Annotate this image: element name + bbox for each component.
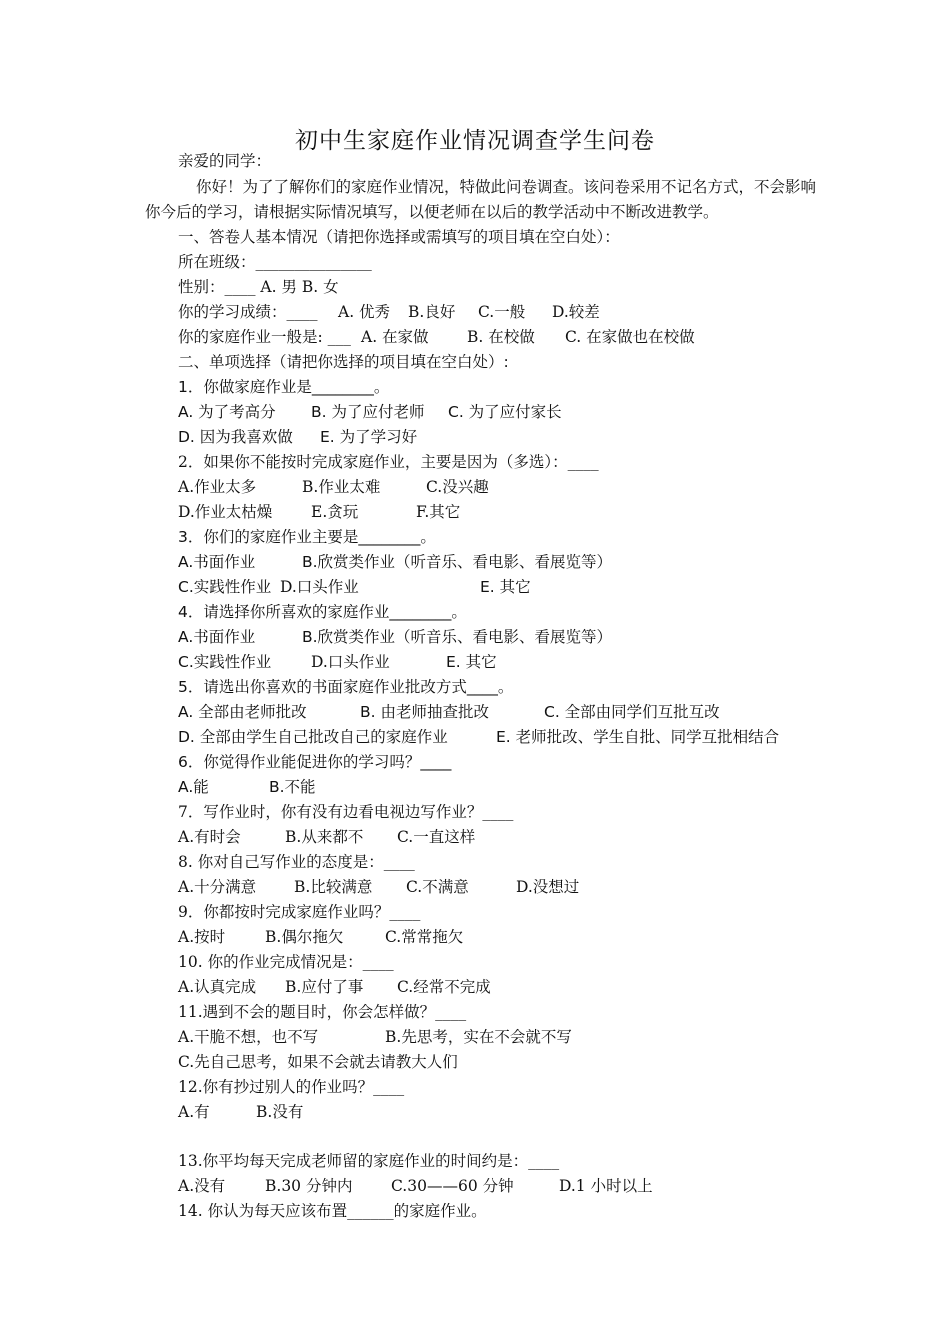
section2-heading-prefix: 二、单项选择（请 (178, 353, 303, 371)
homework-place-question: 你的家庭作业一般是: ___ (178, 328, 351, 346)
question-9: 9．你都按时完成家庭作业吗？____ (178, 903, 421, 921)
question-4-options-row-2 (178, 651, 878, 673)
answer-option[interactable]: F.其它 (416, 503, 461, 521)
answer-option[interactable]: E.贪玩 (311, 503, 359, 521)
answer-option[interactable]: B.偶尔拖欠 (265, 928, 344, 946)
question-2-options-row-2 (178, 501, 878, 523)
question-9-options (178, 926, 878, 948)
answer-option[interactable]: A.认真完成 (178, 978, 257, 996)
question-11-options-row-1 (178, 1026, 878, 1048)
answer-option[interactable]: A.作业太多 (178, 478, 257, 496)
question-12-options (178, 1101, 878, 1123)
grade-option[interactable]: B.良好 (408, 303, 456, 321)
question-14: 14. 你认为每天应该布置______的家庭作业。 (178, 1202, 487, 1220)
answer-option[interactable]: C.没兴趣 (426, 478, 489, 496)
question-12: 12.你有抄过别人的作业吗？____ (178, 1078, 405, 1096)
answer-option[interactable]: A.能 (178, 778, 209, 796)
answer-option[interactable]: A.有时会 (178, 828, 241, 846)
answer-option[interactable]: A.十分满意 (178, 878, 257, 896)
grade-question: 你的学习成绩：____ (178, 303, 318, 321)
answer-option[interactable]: E. 老师批改、学生自批、同学互批相结合 (496, 728, 780, 746)
answer-option[interactable]: D.口头作业 (311, 653, 390, 671)
question-7-options (178, 826, 878, 848)
question-3: 3．你们的家庭作业主要是________。 (178, 528, 436, 546)
question-1-options-row-1 (178, 401, 878, 423)
question-6-options (178, 776, 878, 798)
question-3-options-row-2 (178, 576, 878, 598)
answer-option[interactable]: B.先思考，实在不会就不写 (385, 1028, 572, 1046)
answer-option[interactable]: B. 为了应付老师 (311, 403, 425, 421)
answer-option[interactable]: C.30——60 分钟 (391, 1177, 514, 1195)
answer-option[interactable]: A. 为了考高分 (178, 403, 276, 421)
answer-option[interactable]: C.实践性作业 (178, 653, 272, 671)
answer-option[interactable]: A.书面作业 (178, 628, 256, 646)
class-blank[interactable]: _______________ (255, 253, 372, 271)
question-5: 5．请选出你喜欢的书面家庭作业批改方式____。 (178, 678, 514, 696)
class-field (178, 251, 372, 273)
answer-option[interactable]: B.从来都不 (285, 828, 364, 846)
answer-option[interactable]: E. 其它 (446, 653, 497, 671)
question-2-options-row-1 (178, 476, 878, 498)
section2-heading-suffix: 把你选择的项目填在空白处）: (302, 353, 509, 371)
question-1-options-row-2 (178, 426, 878, 448)
answer-option[interactable]: A.干脆不想，也不写 (178, 1028, 319, 1046)
question-10: 10. 你的作业完成情况是：____ (178, 953, 394, 971)
question-3-options-row-1 (178, 551, 878, 573)
question-5-options-row-2 (178, 726, 878, 748)
answer-option[interactable]: B.欣赏类作业（听音乐、看电影、看展览等） (302, 628, 613, 646)
grade-option[interactable]: D.较差 (552, 303, 600, 321)
gender-field: 性别：____ A. 男 B. 女 (178, 278, 339, 296)
question-4: 4．请选择你所喜欢的家庭作业________。 (178, 603, 467, 621)
answer-option[interactable]: D. 全部由学生自己批改自己的家庭作业 (178, 728, 448, 746)
answer-option[interactable]: C. 全部由同学们互批互改 (544, 703, 720, 721)
question-1: 1．你做家庭作业是________。 (178, 378, 390, 396)
answer-option[interactable]: B. 由老师抽查批改 (360, 703, 489, 721)
question-8: 8. 你对自己写作业的态度是：____ (178, 853, 415, 871)
question-11: 11.遇到不会的题目时，你会怎样做？____ (178, 1003, 467, 1021)
section1-heading-prefix: 一、答卷人基本情况（请 (178, 228, 349, 246)
grade-field (178, 301, 878, 323)
intro-line-2: 你今后的学习，请根据实际情况填写，以便老师在以后的教学活动中不断改进教学。 (145, 203, 719, 221)
section1-heading (178, 226, 620, 248)
answer-option[interactable]: A.书面作业 (178, 553, 256, 571)
class-label: 所在班级： (178, 253, 256, 271)
question-5-options-row-1 (178, 701, 878, 723)
answer-option[interactable]: A.没有 (178, 1177, 226, 1195)
answer-option[interactable]: E. 其它 (480, 578, 531, 596)
answer-option[interactable]: C.实践性作业 (178, 578, 272, 596)
answer-option[interactable]: B.30 分钟内 (265, 1177, 353, 1195)
answer-option[interactable]: A.有 (178, 1103, 210, 1121)
answer-option[interactable]: E. 为了学习好 (320, 428, 418, 446)
answer-option[interactable]: C.不满意 (406, 878, 469, 896)
homework-place-option[interactable]: B. 在校做 (467, 328, 535, 346)
answer-option[interactable]: C.经常不完成 (397, 978, 491, 996)
answer-option[interactable]: B.比较满意 (294, 878, 373, 896)
answer-option[interactable]: D.1 小时以上 (559, 1177, 653, 1195)
homework-place-field (178, 326, 878, 348)
answer-option[interactable]: B.作业太难 (302, 478, 381, 496)
page-title: 初中生家庭作业情况调查学生问卷 (295, 128, 655, 154)
answer-option[interactable]: B.应付了事 (285, 978, 364, 996)
question-2: 2．如果你不能按时完成家庭作业，主要是因为（多选）：____ (178, 453, 599, 471)
answer-option[interactable]: D. 因为我喜欢做 (178, 428, 293, 446)
homework-place-option[interactable]: C. 在家做也在校做 (565, 328, 695, 346)
answer-option[interactable]: B.不能 (269, 778, 316, 796)
grade-option[interactable]: C.一般 (478, 303, 526, 321)
answer-option[interactable]: A. 全部由老师批改 (178, 703, 307, 721)
grade-option[interactable]: A. 优秀 (338, 303, 391, 321)
question-10-options (178, 976, 878, 998)
answer-option[interactable]: B.欣赏类作业（听音乐、看电影、看展览等） (302, 553, 613, 571)
question-6: 6．你觉得作业能促进你的学习吗？____ (178, 753, 452, 771)
answer-option[interactable]: A.按时 (178, 928, 226, 946)
answer-option[interactable]: D.作业太枯燥 (178, 503, 273, 521)
answer-option[interactable]: C.常常拖欠 (385, 928, 464, 946)
intro-line-1: 你好！为了了解你们的家庭作业情况，特做此问卷调查。该问卷采用不记名方式，不会影响 (196, 178, 817, 196)
question-7: 7．写作业时，你有没有边看电视边写作业？____ (178, 803, 514, 821)
question-4-options-row-1 (178, 626, 878, 648)
answer-option[interactable]: B.没有 (256, 1103, 304, 1121)
question-11-option-c[interactable]: C.先自己思考，如果不会就去请教大人们 (178, 1053, 458, 1071)
section1-heading-suffix: 把你选择或需填写的项目填在空白处）： (348, 228, 620, 246)
homework-place-option[interactable]: A. 在家做 (361, 328, 429, 346)
question-13-options (178, 1175, 878, 1197)
question-13: 13.你平均每天完成老师留的家庭作业的时间约是：____ (178, 1152, 560, 1170)
answer-option[interactable]: C. 为了应付家长 (448, 403, 562, 421)
greeting: 亲爱的同学： (178, 152, 272, 170)
section2-heading (178, 351, 509, 373)
question-8-options (178, 876, 878, 898)
answer-option[interactable]: C.一直这样 (397, 828, 476, 846)
answer-option[interactable]: D.没想过 (516, 878, 580, 896)
answer-option[interactable]: D.口头作业 (280, 578, 359, 596)
